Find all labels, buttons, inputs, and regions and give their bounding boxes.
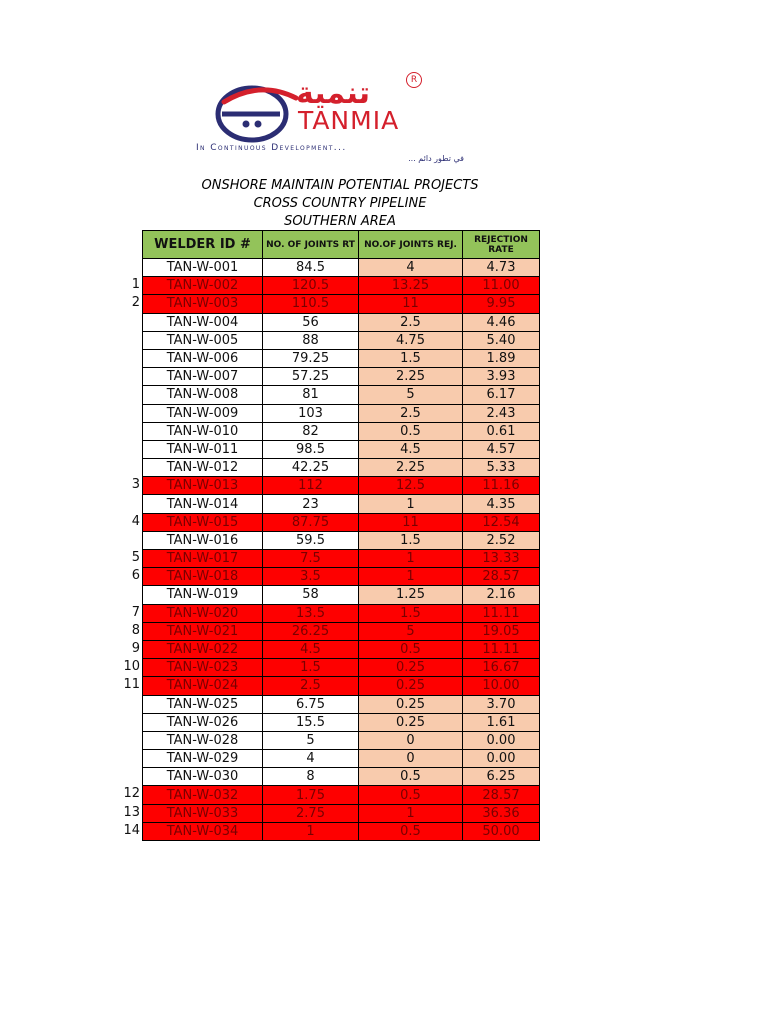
row-number <box>112 331 142 349</box>
joints-rt-cell: 112 <box>263 477 359 495</box>
rejection-rate-cell: 11.11 <box>463 640 540 658</box>
rejection-rate-cell: 5.33 <box>463 459 540 477</box>
table-row <box>143 550 540 568</box>
welder-id-cell: TAN-W-010 <box>143 422 263 440</box>
joints-rt-cell: 120.5 <box>263 277 359 295</box>
joints-rej-cell: 2.5 <box>359 313 463 331</box>
row-number <box>112 404 142 422</box>
joints-rej-cell: 1 <box>359 804 463 822</box>
rejection-rate-cell: 11.16 <box>463 477 540 495</box>
heading-area: SOUTHERN AREA <box>284 214 396 229</box>
rejection-rate-cell: 4.35 <box>463 495 540 513</box>
rejection-rate-cell: 6.25 <box>463 768 540 786</box>
rejection-rate-cell: 2.43 <box>463 404 540 422</box>
joints-rt-cell: 1 <box>263 822 359 840</box>
row-number <box>112 422 142 440</box>
heading-pipeline: CROSS COUNTRY PIPELINE <box>253 196 427 211</box>
table-row <box>143 804 540 822</box>
joints-rt-cell: 1.5 <box>263 659 359 677</box>
table-row <box>143 531 540 549</box>
table-header-row <box>143 231 540 259</box>
table-row <box>143 313 540 331</box>
table-row <box>143 422 540 440</box>
welder-id-cell: TAN-W-021 <box>143 622 263 640</box>
table-row <box>143 368 540 386</box>
row-number: 12 <box>123 786 140 802</box>
joints-rej-cell: 1.5 <box>359 531 463 549</box>
table-row <box>143 477 540 495</box>
welder-id-cell: TAN-W-016 <box>143 531 263 549</box>
header-joints-rej: NO.OF JOINTS REJ. <box>359 231 463 259</box>
welder-rejection-table <box>142 230 540 841</box>
row-number: 13 <box>123 804 140 820</box>
table-row <box>143 768 540 786</box>
joints-rt-cell: 56 <box>263 313 359 331</box>
joints-rt-cell: 8 <box>263 768 359 786</box>
welder-id-cell: TAN-W-025 <box>143 695 263 713</box>
welder-id-cell: TAN-W-014 <box>143 495 263 513</box>
joints-rej-cell: 0.5 <box>359 640 463 658</box>
rejection-rate-cell: 4.57 <box>463 440 540 458</box>
row-number <box>112 585 142 603</box>
row-number: 3 <box>131 477 140 493</box>
row-number <box>112 440 142 458</box>
welder-id-cell: TAN-W-017 <box>143 550 263 568</box>
table-row <box>143 622 540 640</box>
welder-id-cell: TAN-W-003 <box>143 295 263 313</box>
rejection-rate-cell: 0.00 <box>463 750 540 768</box>
welder-id-cell: TAN-W-032 <box>143 786 263 804</box>
welder-id-cell: TAN-W-022 <box>143 640 263 658</box>
table-body <box>143 259 540 841</box>
welder-id-cell: TAN-W-028 <box>143 731 263 749</box>
table-row <box>143 349 540 367</box>
joints-rej-cell: 4 <box>359 259 463 277</box>
joints-rej-cell: 0.5 <box>359 786 463 804</box>
welder-id-cell: TAN-W-015 <box>143 513 263 531</box>
joints-rt-cell: 23 <box>263 495 359 513</box>
table-row <box>143 277 540 295</box>
joints-rej-cell: 2.5 <box>359 404 463 422</box>
welder-id-cell: TAN-W-024 <box>143 677 263 695</box>
row-number: 7 <box>131 604 140 620</box>
rejection-rate-cell: 28.57 <box>463 568 540 586</box>
joints-rej-cell: 1.5 <box>359 604 463 622</box>
logo-mark-icon <box>210 78 300 148</box>
joints-rt-cell: 81 <box>263 386 359 404</box>
logo-tagline: In Continuous Development... <box>196 143 347 153</box>
joints-rej-cell: 11 <box>359 295 463 313</box>
rejection-rate-cell: 2.16 <box>463 586 540 604</box>
row-number <box>112 695 142 713</box>
joints-rej-cell: 0.25 <box>359 713 463 731</box>
joints-rt-cell: 58 <box>263 586 359 604</box>
table-row <box>143 586 540 604</box>
welder-id-cell: TAN-W-030 <box>143 768 263 786</box>
rejection-rate-cell: 13.33 <box>463 550 540 568</box>
row-number <box>112 367 142 385</box>
welder-id-cell: TAN-W-001 <box>143 259 263 277</box>
joints-rej-cell: 0 <box>359 731 463 749</box>
header-joints-rt: NO. OF JOINTS RT <box>263 231 359 259</box>
row-number <box>112 749 142 767</box>
row-number-column <box>112 258 142 840</box>
joints-rej-cell: 1 <box>359 550 463 568</box>
rejection-rate-cell: 36.36 <box>463 804 540 822</box>
rejection-rate-cell: 28.57 <box>463 786 540 804</box>
registered-mark: R <box>406 72 422 88</box>
row-number <box>112 731 142 749</box>
rejection-rate-cell: 11.00 <box>463 277 540 295</box>
joints-rej-cell: 1.25 <box>359 586 463 604</box>
row-number: 5 <box>131 550 140 565</box>
joints-rt-cell: 13.5 <box>263 604 359 622</box>
header-welder-id: WELDER ID # <box>143 231 263 259</box>
welder-id-cell: TAN-W-006 <box>143 349 263 367</box>
joints-rej-cell: 2.25 <box>359 368 463 386</box>
welder-id-cell: TAN-W-012 <box>143 459 263 477</box>
table-row <box>143 440 540 458</box>
table-row <box>143 459 540 477</box>
welder-id-cell: TAN-W-019 <box>143 586 263 604</box>
joints-rej-cell: 4.5 <box>359 440 463 458</box>
table-row <box>143 750 540 768</box>
rejection-rate-cell: 6.17 <box>463 386 540 404</box>
table-row <box>143 495 540 513</box>
rejection-rate-cell: 2.52 <box>463 531 540 549</box>
heading-project: ONSHORE MAINTAIN POTENTIAL PROJECTS <box>201 178 479 193</box>
welder-id-cell: TAN-W-023 <box>143 659 263 677</box>
rejection-rate-cell: 1.61 <box>463 713 540 731</box>
welder-id-cell: TAN-W-018 <box>143 568 263 586</box>
table-row <box>143 640 540 658</box>
joints-rt-cell: 7.5 <box>263 550 359 568</box>
row-number: 14 <box>123 822 140 838</box>
rejection-rate-cell: 50.00 <box>463 822 540 840</box>
logo-arabic-text: تنمية <box>296 76 371 111</box>
joints-rej-cell: 0.5 <box>359 422 463 440</box>
joints-rej-cell: 12.5 <box>359 477 463 495</box>
welder-id-cell: TAN-W-005 <box>143 331 263 349</box>
rejection-rate-cell: 11.11 <box>463 604 540 622</box>
welder-id-cell: TAN-W-008 <box>143 386 263 404</box>
row-number <box>112 349 142 367</box>
table-row <box>143 604 540 622</box>
row-number <box>112 385 142 403</box>
rejection-rate-cell: 3.70 <box>463 695 540 713</box>
welder-id-cell: TAN-W-029 <box>143 750 263 768</box>
rejection-rate-cell: 1.89 <box>463 349 540 367</box>
joints-rt-cell: 2.75 <box>263 804 359 822</box>
row-number: 1 <box>131 277 140 293</box>
joints-rt-cell: 6.75 <box>263 695 359 713</box>
joints-rej-cell: 5 <box>359 622 463 640</box>
welder-id-cell: TAN-W-034 <box>143 822 263 840</box>
joints-rej-cell: 0.25 <box>359 677 463 695</box>
rejection-rate-cell: 16.67 <box>463 659 540 677</box>
rejection-rate-cell: 9.95 <box>463 295 540 313</box>
table-row <box>143 386 540 404</box>
joints-rt-cell: 5 <box>263 731 359 749</box>
joints-rt-cell: 1.75 <box>263 786 359 804</box>
joints-rej-cell: 5 <box>359 386 463 404</box>
rejection-rate-cell: 0.00 <box>463 731 540 749</box>
joints-rt-cell: 57.25 <box>263 368 359 386</box>
joints-rej-cell: 11 <box>359 513 463 531</box>
welder-id-cell: TAN-W-026 <box>143 713 263 731</box>
logo-tagline-arabic: ... في تطور دائم <box>408 154 464 163</box>
joints-rt-cell: 42.25 <box>263 459 359 477</box>
joints-rt-cell: 84.5 <box>263 259 359 277</box>
rejection-rate-cell: 3.93 <box>463 368 540 386</box>
header-rejection-rate: REJECTION RATE <box>463 231 540 259</box>
table-row <box>143 295 540 313</box>
table-row <box>143 659 540 677</box>
welder-id-cell: TAN-W-004 <box>143 313 263 331</box>
row-number: 2 <box>131 295 140 311</box>
joints-rej-cell: 0.25 <box>359 695 463 713</box>
table-row <box>143 331 540 349</box>
table-row <box>143 568 540 586</box>
welder-id-cell: TAN-W-020 <box>143 604 263 622</box>
rejection-rate-cell: 12.54 <box>463 513 540 531</box>
row-number: 8 <box>131 622 140 638</box>
joints-rej-cell: 1.5 <box>359 349 463 367</box>
joints-rt-cell: 26.25 <box>263 622 359 640</box>
welder-id-cell: TAN-W-011 <box>143 440 263 458</box>
rejection-rate-cell: 4.46 <box>463 313 540 331</box>
logo-name: TANMIA <box>298 106 400 135</box>
joints-rej-cell: 1 <box>359 568 463 586</box>
joints-rt-cell: 87.75 <box>263 513 359 531</box>
joints-rt-cell: 3.5 <box>263 568 359 586</box>
table-row <box>143 786 540 804</box>
table-row <box>143 695 540 713</box>
row-number <box>112 494 142 512</box>
joints-rej-cell: 13.25 <box>359 277 463 295</box>
welder-id-cell: TAN-W-013 <box>143 477 263 495</box>
joints-rt-cell: 59.5 <box>263 531 359 549</box>
joints-rt-cell: 4 <box>263 750 359 768</box>
rejection-rate-cell: 5.40 <box>463 331 540 349</box>
joints-rej-cell: 4.75 <box>359 331 463 349</box>
joints-rt-cell: 4.5 <box>263 640 359 658</box>
welder-id-cell: TAN-W-009 <box>143 404 263 422</box>
joints-rt-cell: 15.5 <box>263 713 359 731</box>
row-number <box>112 258 142 276</box>
table-row <box>143 404 540 422</box>
row-number: 6 <box>131 568 140 584</box>
joints-rej-cell: 1 <box>359 495 463 513</box>
joints-rej-cell: 0.5 <box>359 822 463 840</box>
joints-rt-cell: 82 <box>263 422 359 440</box>
table-row <box>143 713 540 731</box>
welder-id-cell: TAN-W-002 <box>143 277 263 295</box>
table-row <box>143 677 540 695</box>
row-number <box>112 713 142 731</box>
row-number <box>112 531 142 549</box>
row-number: 9 <box>131 640 140 656</box>
joints-rt-cell: 88 <box>263 331 359 349</box>
table-row <box>143 259 540 277</box>
joints-rej-cell: 0 <box>359 750 463 768</box>
rejection-rate-cell: 10.00 <box>463 677 540 695</box>
joints-rej-cell: 0.5 <box>359 768 463 786</box>
table-row <box>143 822 540 840</box>
row-number: 4 <box>131 513 140 529</box>
joints-rt-cell: 110.5 <box>263 295 359 313</box>
table-row <box>143 513 540 531</box>
rejection-rate-cell: 0.61 <box>463 422 540 440</box>
joints-rt-cell: 2.5 <box>263 677 359 695</box>
row-number <box>112 458 142 476</box>
joints-rt-cell: 103 <box>263 404 359 422</box>
rejection-rate-cell: 4.73 <box>463 259 540 277</box>
row-number <box>112 767 142 785</box>
table-row <box>143 731 540 749</box>
joints-rt-cell: 98.5 <box>263 440 359 458</box>
joints-rt-cell: 79.25 <box>263 349 359 367</box>
row-number <box>112 313 142 331</box>
welder-id-cell: TAN-W-007 <box>143 368 263 386</box>
joints-rej-cell: 2.25 <box>359 459 463 477</box>
row-number: 10 <box>123 659 140 675</box>
welder-id-cell: TAN-W-033 <box>143 804 263 822</box>
row-number: 11 <box>123 677 140 693</box>
joints-rej-cell: 0.25 <box>359 659 463 677</box>
rejection-rate-cell: 19.05 <box>463 622 540 640</box>
